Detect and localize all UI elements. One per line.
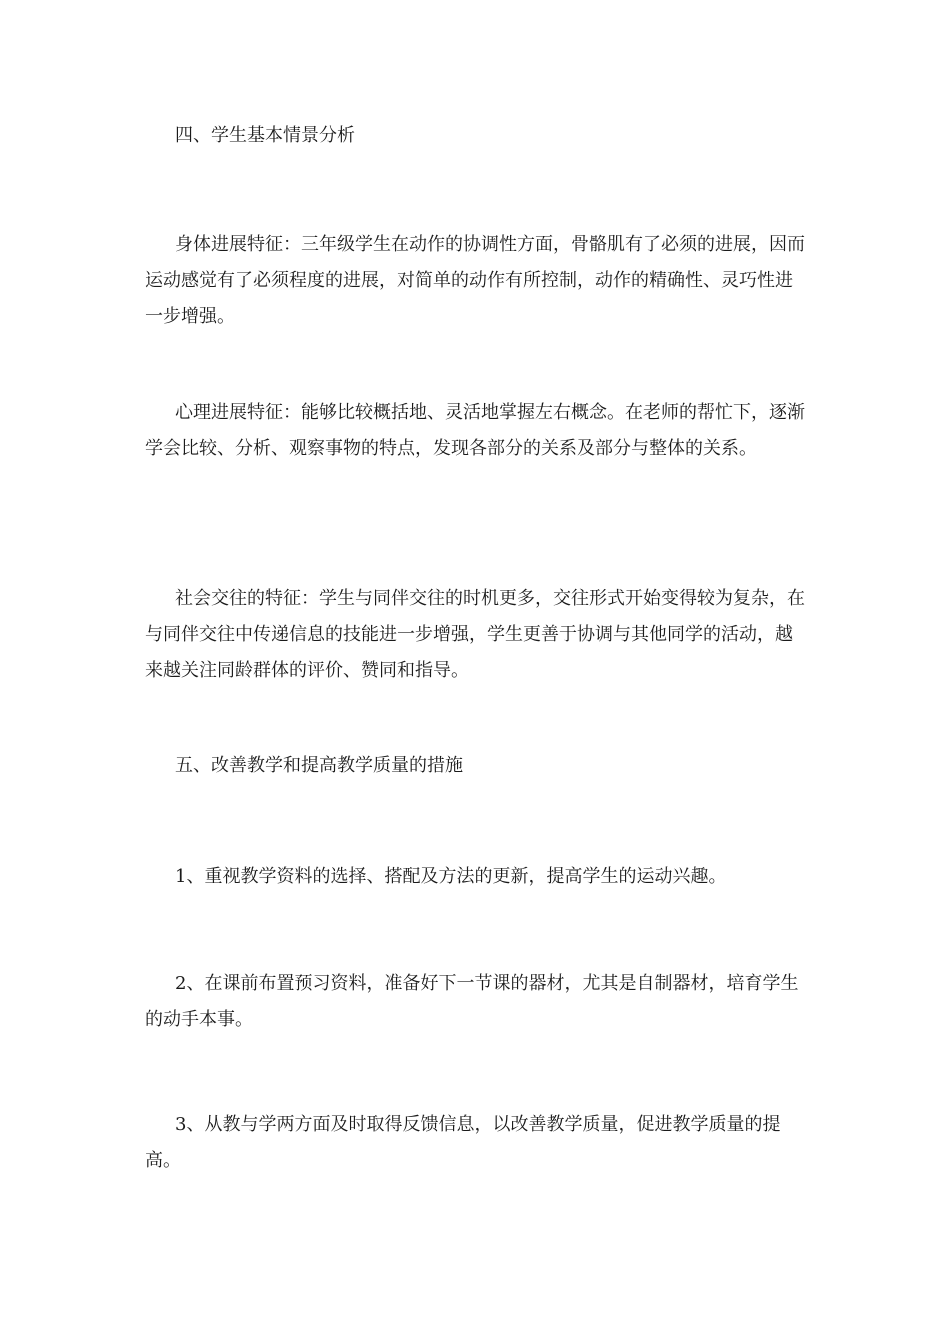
measure-item-2: 2、在课前布置预习资料，准备好下一节课的器材，尤其是自制器材，培育学生的动手本事。 <box>145 973 799 1030</box>
section-heading-student-analysis: 四、学生基本情景分析 <box>175 125 355 146</box>
measure-item-1: 1、重视教学资料的选择、搭配及方法的更新，提高学生的运动兴趣。 <box>175 866 727 887</box>
paragraph-physical-development: 身体进展特征：三年级学生在动作的协调性方面，骨骼肌有了必须的进展，因而运动感觉有了必须程度的进展，对简单的动作有所控制，动作的精确性、灵巧性进一步增强。 <box>145 234 805 327</box>
measure-item-3: 3、从教与学两方面及时取得反馈信息，以改善教学质量，促进教学质量的提高。 <box>145 1114 781 1171</box>
paragraph-psychological-development: 心理进展特征：能够比较概括地、灵活地掌握左右概念。在老师的帮忙下，逐渐学会比较、分析、观察事物的特点，发现各部分的关系及部分与整体的关系。 <box>145 402 805 459</box>
paragraph-social-interaction: 社会交往的特征：学生与同伴交往的时机更多，交往形式开始变得较为复杂，在与同伴交往中传递信息的技能进一步增强，学生更善于协调与其他同学的活动，越来越关注同龄群体的评价、赞同和指导。 <box>145 588 805 681</box>
section-heading-improvement-measures: 五、改善教学和提高教学质量的措施 <box>175 755 463 776</box>
